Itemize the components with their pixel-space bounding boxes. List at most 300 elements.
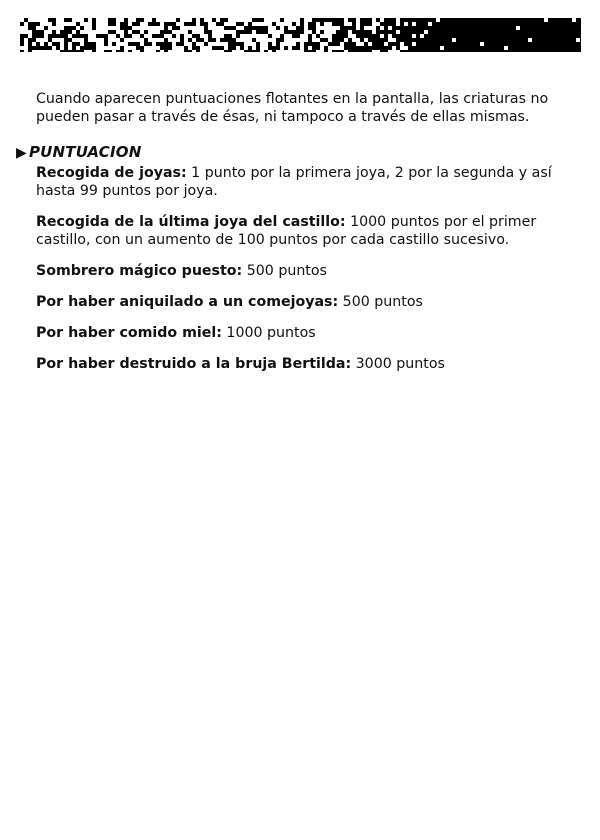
pixel-speck [388, 38, 392, 42]
pixel-speck [84, 22, 88, 26]
pixel-speck [24, 30, 28, 34]
pixel-speck [224, 30, 228, 34]
pixel-speck [364, 26, 368, 30]
pixel-speck [208, 18, 212, 22]
pixel-speck [152, 30, 156, 34]
pixel-speck [24, 42, 28, 46]
pixel-speck [260, 42, 264, 46]
pixel-speck [260, 50, 264, 52]
pixel-speck [140, 42, 144, 46]
pixel-speck [204, 50, 208, 52]
pixel-speck [304, 18, 308, 22]
pixel-speck [100, 38, 104, 42]
score-label: Recogida de la última joya del castillo: [36, 214, 346, 230]
pixel-speck [232, 18, 236, 22]
pixel-speck [44, 50, 48, 52]
pixel-speck [288, 38, 292, 42]
pixel-speck [64, 22, 68, 26]
pixel-speck [124, 42, 128, 46]
pixel-speck [112, 38, 116, 42]
pixel-speck [212, 34, 216, 38]
pixel-speck [160, 26, 164, 30]
pixel-speck [116, 26, 120, 30]
pixel-speck [48, 42, 52, 46]
pixel-speck [212, 26, 216, 30]
pixel-speck [316, 26, 320, 30]
pixel-speck [204, 18, 208, 22]
pixel-speck [200, 46, 204, 50]
pixel-speck [144, 34, 148, 38]
pixel-speck [276, 30, 280, 34]
pixel-speck [44, 30, 48, 34]
score-text: 3000 puntos [351, 356, 445, 372]
pixel-speck [80, 18, 84, 22]
pixel-speck [424, 30, 428, 34]
pixel-speck [240, 26, 244, 30]
pixel-speck [316, 38, 320, 42]
pixel-speck [100, 30, 104, 34]
score-label: Por haber aniquilado a un comejoyas: [36, 294, 339, 310]
pixel-speck [480, 42, 484, 46]
pixel-speck [572, 18, 576, 22]
pixel-speck [20, 46, 24, 50]
score-item [36, 164, 566, 200]
pixel-speck [76, 38, 80, 42]
pixel-speck [220, 34, 224, 38]
pixel-speck [200, 50, 204, 52]
pixel-speck [328, 50, 332, 52]
pixel-speck [192, 26, 196, 30]
pixel-speck [228, 22, 232, 26]
pixel-speck [256, 22, 260, 26]
pixel-speck [384, 42, 388, 46]
pixel-speck [144, 22, 148, 26]
pixel-speck [160, 38, 164, 42]
pixel-speck [144, 18, 148, 22]
pixel-speck [324, 22, 328, 26]
pixel-speck [328, 46, 332, 50]
pixel-speck [88, 34, 92, 38]
pixel-speck [156, 30, 160, 34]
pixel-speck [372, 30, 376, 34]
pixel-speck [88, 18, 92, 22]
pixel-speck [268, 26, 272, 30]
pixel-speck [184, 26, 188, 30]
pixel-speck [92, 34, 96, 38]
score-item [36, 355, 566, 373]
pixel-speck [168, 50, 172, 52]
pixel-speck [32, 50, 36, 52]
pixel-speck [440, 46, 444, 50]
pixel-speck [44, 38, 48, 42]
pixel-speck [116, 22, 120, 26]
pixel-speck [244, 34, 248, 38]
pixel-speck [368, 42, 372, 46]
pixel-speck [148, 34, 152, 38]
pixel-speck [24, 38, 28, 42]
pixel-speck [56, 18, 60, 22]
pixel-speck [300, 50, 304, 52]
pixel-speck [88, 26, 92, 30]
pixel-speck [132, 26, 136, 30]
pixel-speck [96, 46, 100, 50]
pixel-speck [100, 46, 104, 50]
pixel-speck [280, 22, 284, 26]
pixel-speck [336, 46, 340, 50]
pixel-speck [288, 34, 292, 38]
pixel-speck [144, 50, 148, 52]
pixel-speck [92, 30, 96, 34]
pixel-speck [80, 38, 84, 42]
pixel-speck [328, 38, 332, 42]
pixel-speck [516, 26, 520, 30]
pixel-speck [252, 34, 256, 38]
pixel-speck [72, 22, 76, 26]
pixel-speck [196, 26, 200, 30]
pixel-speck [128, 22, 132, 26]
pixel-speck [320, 34, 324, 38]
pixel-speck [24, 26, 28, 30]
pixel-speck [160, 22, 164, 26]
pixel-speck [48, 26, 52, 30]
pixel-speck [56, 30, 60, 34]
score-text: 1000 puntos [221, 325, 316, 341]
pixel-speck [132, 46, 136, 50]
pixel-speck [176, 50, 180, 52]
pixel-speck [288, 18, 292, 22]
pixel-speck [56, 38, 60, 42]
score-label: Por haber comido miel: [36, 325, 222, 341]
pixel-speck [252, 46, 256, 50]
pixel-speck [400, 46, 404, 50]
pixel-speck [132, 34, 136, 38]
pixel-speck [244, 42, 248, 46]
pixel-speck [176, 38, 180, 42]
pixel-speck [264, 46, 268, 50]
pixel-speck [188, 42, 192, 46]
pixel-speck [196, 42, 200, 46]
pixel-speck [320, 46, 324, 50]
pixel-speck [332, 46, 336, 50]
pixel-speck [292, 18, 296, 22]
pixel-speck [112, 50, 116, 52]
pixel-speck [308, 30, 312, 34]
pixel-speck [372, 26, 376, 30]
pixel-speck [152, 46, 156, 50]
pixel-speck [504, 46, 508, 50]
pixel-speck [152, 26, 156, 30]
pixel-speck [396, 18, 400, 22]
pixel-speck [356, 26, 360, 30]
pixel-speck [264, 42, 268, 46]
pixel-speck [268, 38, 272, 42]
pixel-speck [332, 26, 336, 30]
pixel-speck [288, 46, 292, 50]
pixel-speck [428, 22, 432, 26]
pixel-speck [236, 38, 240, 42]
pixel-speck [176, 22, 180, 26]
pixel-speck [176, 46, 180, 50]
pixel-speck [160, 50, 164, 52]
pixel-speck [116, 46, 120, 50]
score-item [36, 262, 566, 280]
pixel-speck [136, 50, 140, 52]
pixel-speck [152, 50, 156, 52]
pixel-speck [372, 18, 376, 22]
pixel-speck [100, 18, 104, 22]
pixel-speck [420, 34, 424, 38]
pixel-speck [36, 38, 40, 42]
pixel-speck [296, 18, 300, 22]
pixel-speck [220, 30, 224, 34]
pixel-speck [48, 22, 52, 26]
pixel-speck [268, 30, 272, 34]
pixel-speck [100, 50, 104, 52]
pixel-speck [96, 38, 100, 42]
pixel-speck [288, 26, 292, 30]
pixel-speck [388, 34, 392, 38]
pixel-speck [240, 38, 244, 42]
pixel-speck [328, 26, 332, 30]
pixel-speck [108, 34, 112, 38]
pixel-speck [264, 34, 268, 38]
pixel-speck [412, 22, 416, 26]
pixel-speck [260, 34, 264, 38]
pixel-speck [332, 30, 336, 34]
pixel-pattern [20, 18, 581, 52]
pixel-speck [284, 22, 288, 26]
pixel-speck [56, 22, 60, 26]
pixel-speck [44, 18, 48, 22]
pixel-speck [156, 38, 160, 42]
pixel-speck [276, 22, 280, 26]
pixel-speck [244, 38, 248, 42]
pixel-speck [204, 38, 208, 42]
pixel-speck [296, 50, 300, 52]
pixel-speck [192, 30, 196, 34]
pixel-speck [80, 42, 84, 46]
pixel-speck [280, 26, 284, 30]
pixel-speck [144, 26, 148, 30]
pixel-speck [100, 26, 104, 30]
pixel-speck [88, 30, 92, 34]
pixel-speck [292, 26, 296, 30]
pixel-speck [264, 38, 268, 42]
pixel-speck [156, 18, 160, 22]
pixel-speck [148, 26, 152, 30]
pixel-speck [404, 46, 408, 50]
pixel-speck [36, 26, 40, 30]
pixel-speck [284, 38, 288, 42]
pixel-speck [380, 26, 384, 30]
pixel-speck [132, 38, 136, 42]
pixel-speck [140, 30, 144, 34]
pixel-speck [292, 42, 296, 46]
pixel-speck [312, 34, 316, 38]
pixel-speck [96, 18, 100, 22]
pixel-speck [68, 46, 72, 50]
pixel-speck [96, 22, 100, 26]
pixel-speck [404, 22, 408, 26]
pixel-speck [224, 42, 228, 46]
pixel-speck [112, 46, 116, 50]
score-text: 500 puntos [338, 294, 423, 310]
pixel-speck [128, 18, 132, 22]
pixel-speck [20, 18, 24, 22]
pixel-speck [372, 22, 376, 26]
pixel-speck [312, 38, 316, 42]
pixel-speck [236, 18, 240, 22]
pixel-speck [116, 30, 120, 34]
pixel-speck [188, 18, 192, 22]
pixel-speck [28, 18, 32, 22]
pixel-speck [544, 18, 548, 22]
pixel-speck [32, 42, 36, 46]
pixel-speck [304, 38, 308, 42]
pixel-speck [356, 22, 360, 26]
pixel-speck [108, 38, 112, 42]
pixel-speck [180, 30, 184, 34]
pixel-speck [208, 42, 212, 46]
pixel-speck [128, 30, 132, 34]
pixel-speck [24, 50, 28, 52]
pixel-speck [300, 34, 304, 38]
pixel-speck [24, 46, 28, 50]
pixel-speck [116, 38, 120, 42]
score-label: Sombrero mágico puesto: [36, 263, 243, 279]
pixel-speck [188, 26, 192, 30]
pixel-speck [272, 30, 276, 34]
pixel-speck [180, 50, 184, 52]
pixel-speck [276, 50, 280, 52]
pixel-speck [60, 18, 64, 22]
pixel-speck [128, 38, 132, 42]
pixel-speck [172, 50, 176, 52]
pixel-speck [60, 22, 64, 26]
score-text: 500 puntos [242, 263, 327, 279]
pixel-speck [284, 18, 288, 22]
pixel-speck [184, 18, 188, 22]
pixel-speck [216, 50, 220, 52]
score-item [36, 324, 566, 342]
pixel-speck [260, 38, 264, 42]
pixel-speck [376, 50, 380, 52]
pixel-speck [180, 26, 184, 30]
pixel-speck [280, 30, 284, 34]
pixel-speck [280, 46, 284, 50]
pixel-speck [60, 26, 64, 30]
pixel-speck [328, 30, 332, 34]
pixel-speck [216, 38, 220, 42]
pixel-speck [192, 50, 196, 52]
pixel-speck [208, 50, 212, 52]
pixel-speck [320, 26, 324, 30]
pixel-speck [452, 38, 456, 42]
pixel-speck [184, 30, 188, 34]
pixel-speck [388, 26, 392, 30]
pixel-speck [292, 38, 296, 42]
pixel-speck [340, 46, 344, 50]
pixel-speck [40, 38, 44, 42]
pixel-speck [264, 18, 268, 22]
pixel-speck [180, 22, 184, 26]
pixel-speck [216, 18, 220, 22]
pixel-speck [296, 22, 300, 26]
pixel-speck [176, 34, 180, 38]
pixel-speck [148, 30, 152, 34]
pixel-speck [188, 34, 192, 38]
pixel-speck [216, 26, 220, 30]
pixel-speck [272, 38, 276, 42]
pixel-speck [140, 26, 144, 30]
pixel-speck [340, 42, 344, 46]
pixel-speck [288, 42, 292, 46]
pixel-speck [240, 34, 244, 38]
pixel-speck [316, 30, 320, 34]
score-label: Recogida de joyas: [36, 165, 187, 181]
pixel-speck [148, 50, 152, 52]
pixel-speck [576, 38, 580, 42]
pixel-speck [96, 30, 100, 34]
pixel-speck [60, 38, 64, 42]
pixel-speck [288, 22, 292, 26]
pixel-speck [76, 46, 80, 50]
pixel-speck [376, 22, 380, 26]
pixel-speck [300, 38, 304, 42]
pixel-speck [68, 42, 72, 46]
pixel-speck [152, 42, 156, 46]
pixel-speck [212, 22, 216, 26]
pixel-speck [204, 46, 208, 50]
pixel-speck [292, 50, 296, 52]
pixel-speck [160, 18, 164, 22]
pixel-speck [276, 18, 280, 22]
pixel-speck [72, 38, 76, 42]
pixel-speck [300, 46, 304, 50]
pixel-speck [272, 42, 276, 46]
pixel-speck [100, 42, 104, 46]
pixel-speck [116, 42, 120, 46]
pixel-speck [204, 34, 208, 38]
pixel-speck [28, 34, 32, 38]
pixel-speck [120, 30, 124, 34]
pixel-speck [140, 38, 144, 42]
pixel-speck [136, 26, 140, 30]
pixel-speck [232, 30, 236, 34]
pixel-speck [336, 26, 340, 30]
pixel-speck [104, 22, 108, 26]
pixel-speck [136, 38, 140, 42]
pixel-speck [272, 26, 276, 30]
pixel-speck [208, 26, 212, 30]
pixel-speck [132, 18, 136, 22]
pixel-speck [344, 38, 348, 42]
pixel-speck [96, 50, 100, 52]
pixel-speck [28, 30, 32, 34]
pixel-speck [112, 26, 116, 30]
pixel-speck [116, 18, 120, 22]
pixel-speck [200, 30, 204, 34]
pixel-speck [44, 22, 48, 26]
pixel-speck [352, 38, 356, 42]
pixel-speck [528, 38, 532, 42]
pixel-speck [96, 42, 100, 46]
pixel-speck [328, 34, 332, 38]
score-item [36, 293, 566, 311]
pixel-speck [244, 18, 248, 22]
pixel-speck [224, 22, 228, 26]
pixel-speck [72, 18, 76, 22]
